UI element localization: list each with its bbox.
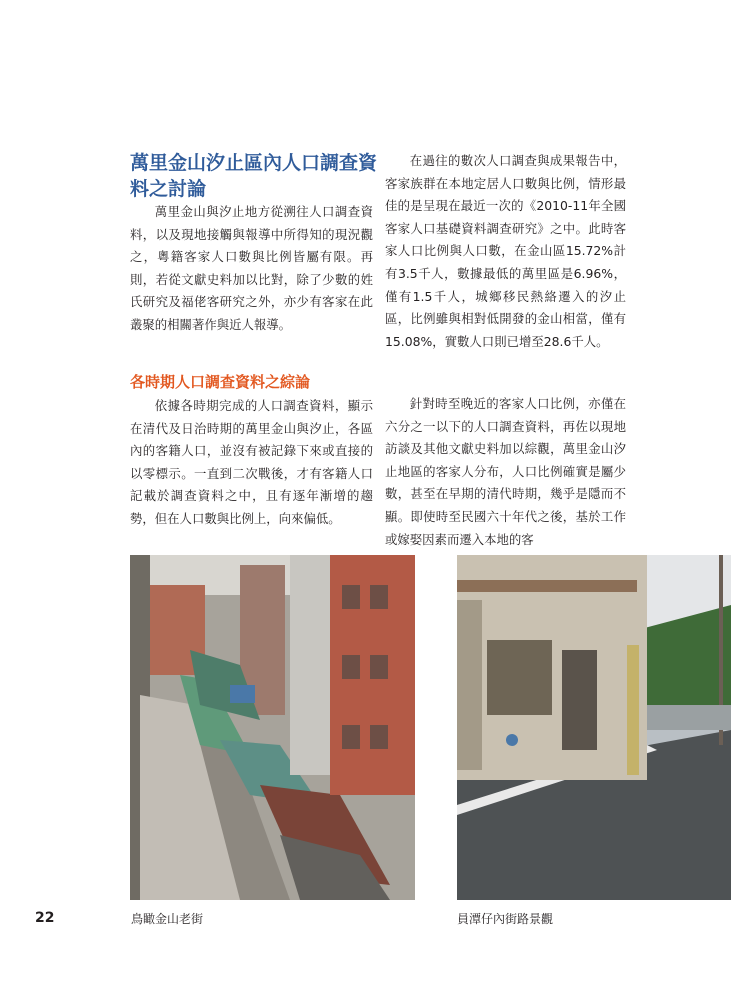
photo-left-caption: 鳥瞰金山老街 [131,912,204,926]
subsection-paragraph: 依據各時期完成的人口調查資料，顯示在清代及日治時期的萬里金山與汐止，各區內的客籍人口，並沒有被記錄下來或直接的以零標示。一直到二次戰後，才有客籍人口記載於調查資料之中，且有逐年漸增的趨勢，但在人口數與比例上，向來偏低。 [130,398,373,526]
intro-column [130,201,373,337]
photo-jinshan-old-street [130,555,415,900]
right-column-top [385,150,626,353]
photo-yuantanzai-street [457,555,731,900]
right-paragraph-1: 在過往的數次人口調查與成果報告中，客家族群在本地定居人口數與比例，情形最佳的是呈現在最近一次的《2010-11年全國客家人口基礎資料調查研究》之中。此時客家人口比例與人口數，在金山區15.72%計有3.5千人，數據最低的萬里區是6.96%，僅有1.5千人，城鄉移民熱絡遷入的汐止區，比例雖與相對低開發的金山相當，僅有15.08%，實數人口則已增至28.6千人。 [385,153,626,349]
page-number: 22 [35,910,55,926]
subsection-column [130,395,373,531]
subsection-title: 各時期人口調查資料之綜論 [130,373,311,391]
photo-right-caption: 員潭仔內街路景觀 [457,912,554,926]
right-column-bottom [385,393,626,551]
right-paragraph-2: 針對時至晚近的客家人口比例，亦僅在六分之一以下的人口調查資料，再佐以現地訪談及其他文獻史料加以綜觀，萬里金山汐止地區的客家人分布，人口比例確實是屬少數，甚至在早期的清代時期，幾乎是隱而不顯。即使時至民國六十年代之後，基於工作或嫁娶因素而遷入本地的客 [385,396,626,547]
intro-paragraph: 萬里金山與汐止地方從溯往人口調查資料，以及現地接觸與報導中所得知的現況觀之，粵籍客家人口數與比例皆屬有限。再則，若從文獻史料加以比對，除了少數的姓氏研究及福佬客研究之外，亦少有客家在此叢聚的相關著作與近人報導。 [130,204,373,332]
section-title: 萬里金山汐止區內人口調查資料之討論 [130,152,378,200]
